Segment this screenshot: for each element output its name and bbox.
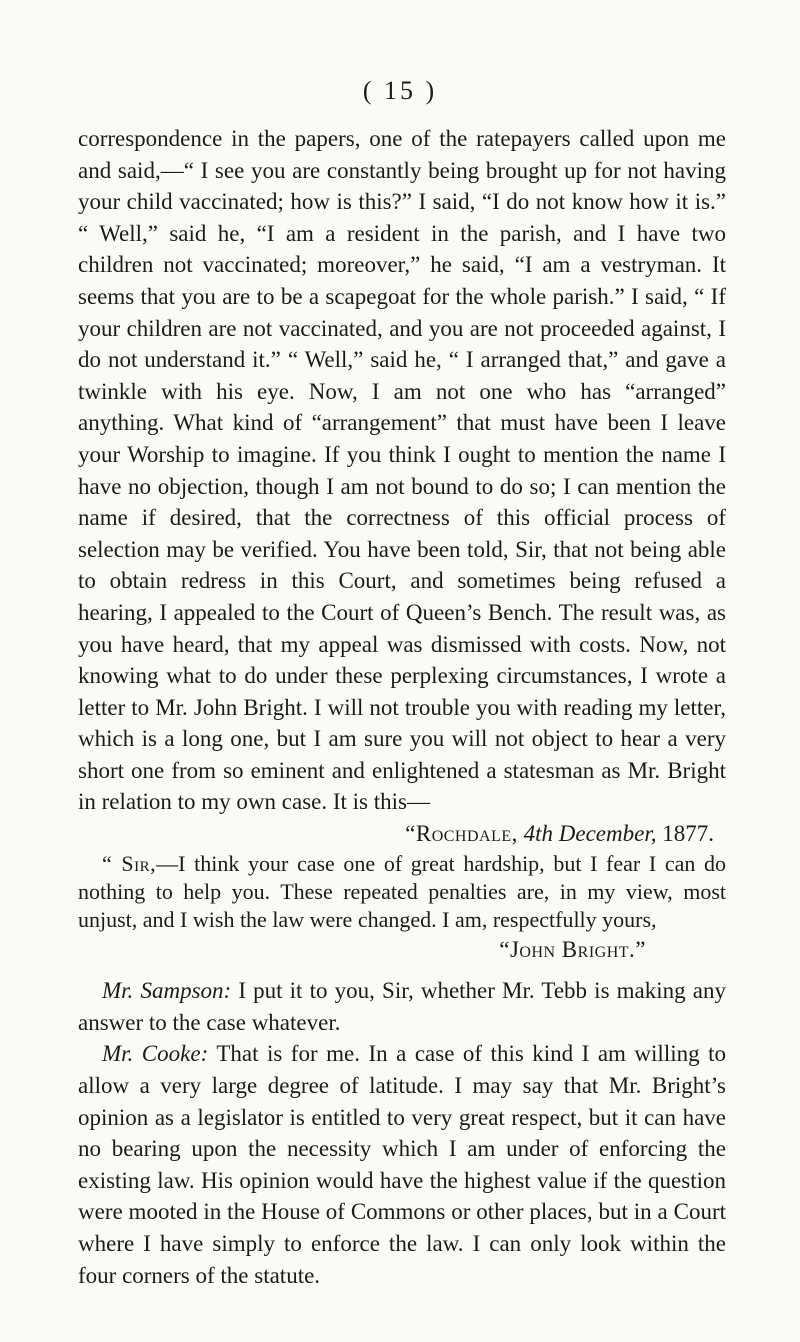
letter-signature: “John Bright.”	[499, 936, 646, 962]
letter-place: “Rochdale,	[405, 821, 518, 847]
exchange-sampson	[78, 975, 726, 1038]
speaker-cooke: Mr. Cooke:	[102, 1041, 209, 1067]
letter-year: 1877.	[662, 821, 714, 847]
letter-date: 4th December,	[523, 821, 657, 847]
paragraph-continuation: correspondence in the papers, one of the ratepayers called upon me and said,—“ I see you are constantly being brought up for not having your child vaccinated; how is this?” I said, “I do not know how it is.” “ Well,” said he, “I am a resident in the parish, and I have two children not vaccinated; moreover,” he said, “I am a vestryman. It seems that you are to be a scapegoat for the whole parish.” I said, “ If your children are not vaccinated, and you are not proceeded against, I do not understand it.” “ Well,” said he, “ I arranged that,” and gave a twinkle with his eye. Now, I am not one who has “arranged” anything. What kind of “arrangement” that must have been I leave your Worship to imagine. If you think I ought to mention the name I have no objection, though I am not bound to do so; I can mention the name if desired, that the correctness of this official process of selection may be verified. You have been told, Sir, that not being able to obtain redress in this Court, and sometimes being refused a hearing, I appealed to the Court of Queen’s Bench. The result was, as you have heard, that my appeal was dismissed with costs. Now, not knowing what to do under these perplexing circumstances, I wrote a letter to Mr. John Bright. I will not trouble you with reading my letter, which is a long one, but I am sure you will not object to hear a very short one from so eminent and enlightened a statesman as Mr. Bright in relation to my own case. It is this—	[78, 126, 726, 815]
exchange-cooke	[78, 1038, 726, 1291]
speaker-sampson: Mr. Sampson:	[102, 978, 232, 1004]
exchange-cooke-text: That is for me. In a case of this kind I am willing to allow a very large degree of latitude. I may say that Mr. Bright’s opinion as a legislator is entitled to very great respect, but it can have no bearing upon the necessity which I am under of enforcing the existing law. His opinion would have the highest value if the question were mooted in the House of Commons or other places, but in a Court where I have simply to enforce the law. I can only look within the four corners of the statute.	[78, 1041, 726, 1288]
letter-text: —I think your case one of great hardship, but I fear I can do nothing to help you. These repeated penalties are, in my view, most unjust, and I wish the law were changed. I am, respectfully yours,	[78, 850, 726, 932]
letter-salutation: “ Sir,	[102, 850, 157, 876]
document-body	[78, 123, 726, 1291]
letter-body	[78, 850, 726, 934]
letter-dateline	[78, 818, 726, 850]
page-number: ( 15 )	[362, 76, 438, 105]
exchange-sampson-text: I put it to you, Sir, whether Mr. Tebb is making any answer to the case whatever.	[78, 978, 726, 1035]
